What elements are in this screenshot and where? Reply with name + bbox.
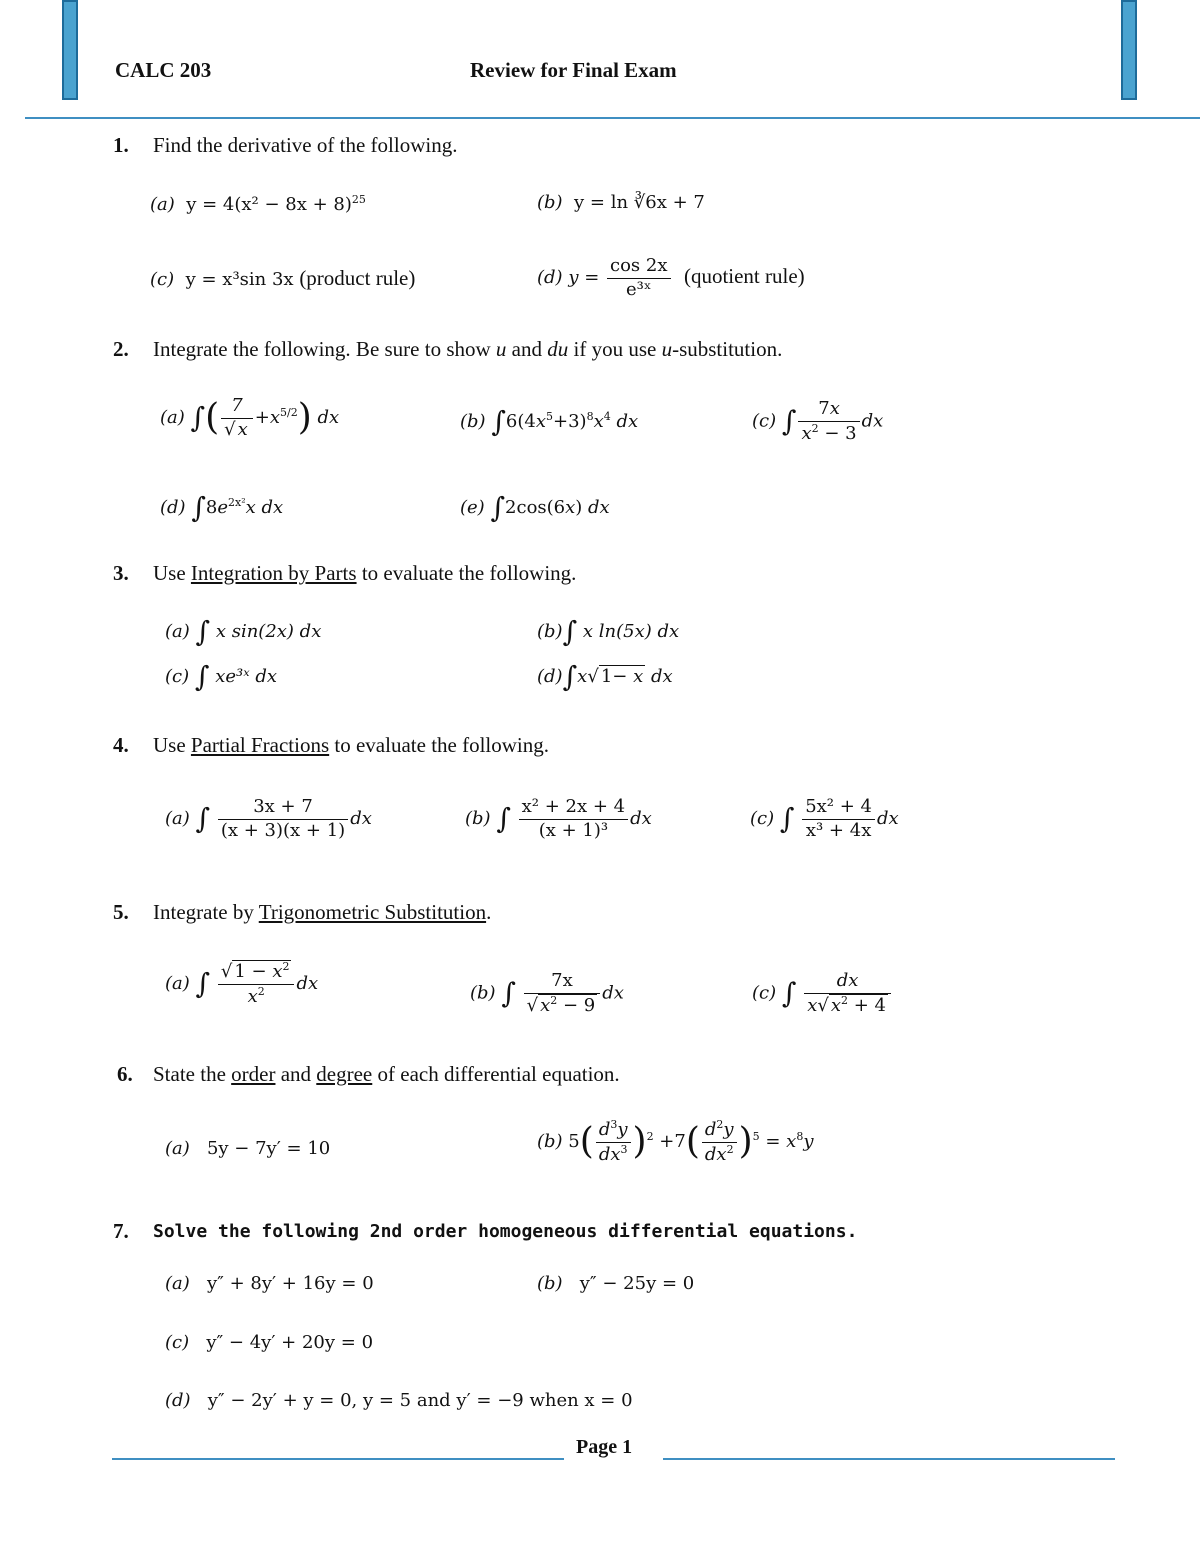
q1a: (a) $y = 4(x^2 - 8x + 8)^{25}$ bbox=[150, 193, 366, 215]
math-expression: 5y − 7y′ = 10 bbox=[206, 1138, 331, 1159]
part-label: (a) bbox=[165, 621, 190, 642]
math-expression: y = x³sin 3x bbox=[185, 269, 294, 290]
q2c: (c) ∫ $\frac{7x}{x^2 - 3}$ dx bbox=[752, 398, 884, 444]
part-label: (a) bbox=[165, 1138, 190, 1159]
part-label: (d) bbox=[537, 267, 563, 289]
fraction: $\frac{\cos 2x}{\text{e³ˣ}}$ bbox=[607, 255, 670, 301]
question-number: 6. bbox=[117, 1062, 133, 1086]
q6b: (b) 5( $\frac{d^3y}{dx^3}$ )$^2$ +7( $\frac{d^2y}{dx^2}$ )$^5 = x^8y$ bbox=[537, 1118, 814, 1165]
math-expression: y″ − 25y = 0 bbox=[579, 1273, 695, 1294]
part-label: (b) bbox=[470, 982, 496, 1004]
part-label: (d) bbox=[160, 497, 186, 518]
q4c: (c) ∫ $\frac{\text{5x² + 4}}{\text{x³ + 4x}}$ dx bbox=[750, 796, 899, 841]
q5a: (a) ∫ $\frac{√ 1 - x^2}{x^2}$ dx bbox=[165, 960, 319, 1007]
q7a bbox=[165, 1275, 374, 1293]
part-label: (b) bbox=[537, 621, 563, 642]
part-label: (a) bbox=[160, 407, 185, 429]
q2a: (a) ∫( $\frac{7}{√ x}$ $+x^{5/2}$) dx bbox=[160, 395, 340, 440]
question-number: 7. bbox=[113, 1219, 129, 1243]
q3a: (a) ∫ x sin(2x) dx bbox=[165, 615, 322, 648]
q1b bbox=[537, 194, 705, 212]
question-number: 4. bbox=[113, 733, 129, 757]
math-expression: xe³ˣ dx bbox=[215, 666, 278, 687]
question-text: Find the derivative of the following. bbox=[153, 133, 458, 157]
part-label: (b) bbox=[465, 808, 491, 830]
fraction: $\frac{3x + 7}{(x + 3)(x + 1)}$ bbox=[218, 796, 348, 842]
part-label: (a) bbox=[165, 973, 190, 995]
page-title: Review for Final Exam bbox=[470, 58, 677, 82]
q7d bbox=[165, 1392, 633, 1410]
footer-rule-right bbox=[663, 1458, 1115, 1460]
part-label: (c) bbox=[150, 269, 175, 290]
part-label: (c) bbox=[165, 666, 190, 687]
question-number: 1. bbox=[113, 133, 129, 157]
part-label: (b) bbox=[537, 1131, 563, 1153]
part-label: (d) bbox=[165, 1390, 191, 1411]
math-expression: y″ − 2y′ + y = 0, y = 5 and y′ = −9 when x = 0 bbox=[207, 1390, 633, 1411]
footer-rule-left bbox=[112, 1458, 564, 1460]
fraction: $\frac{\text{5x² + 4}}{\text{x³ + 4x}}$ bbox=[802, 796, 875, 842]
fraction: $\frac{\text{x² + 2x + 4}}{\text{(x + 1)³}}$ bbox=[519, 796, 628, 842]
part-label: (c) bbox=[752, 982, 777, 1004]
q1d: (d) y = $\frac{\cos 2x}{\text{e³ˣ}}$ (quotient rule) bbox=[537, 255, 805, 300]
part-label: (a) bbox=[150, 194, 175, 215]
q7c bbox=[165, 1334, 373, 1352]
question-number: 3. bbox=[113, 561, 129, 585]
q2e: (e) ∫2cos(6x) dx bbox=[460, 491, 610, 524]
question-text: Solve the following 2nd order homogeneous differential equations. bbox=[153, 1221, 858, 1242]
part-label: (b) bbox=[460, 411, 486, 432]
part-label: (e) bbox=[460, 497, 485, 518]
part-label: (c) bbox=[750, 808, 775, 830]
hint-text: (quotient rule) bbox=[683, 264, 805, 289]
question-number: 2. bbox=[113, 337, 129, 361]
hint-text: (product rule) bbox=[299, 266, 416, 290]
part-label: (b) bbox=[537, 1273, 563, 1294]
q1c bbox=[150, 268, 415, 289]
math-expression: x ln(5x) dx bbox=[582, 621, 680, 642]
q2d: (d) $\int 8e^{2x^2}x$ dx bbox=[160, 491, 284, 524]
q4a: (a) ∫ $\frac{3x + 7}{(x + 3)(x + 1)}$ dx bbox=[165, 796, 372, 841]
math-expression: y = ln ∛6x + 7 bbox=[574, 192, 705, 213]
header-rule bbox=[25, 117, 1200, 119]
q5c: (c) ∫ $\frac{dx}{x√ x^2 + 4}$ bbox=[752, 970, 893, 1017]
q3b: (b)∫ x ln(5x) dx bbox=[537, 615, 680, 648]
q7b bbox=[537, 1275, 694, 1293]
q2b: (b) $\int 6(4x^5+3)^8x^4$ dx bbox=[460, 405, 639, 438]
math-expression: y = 4(x² − 8x + 8) bbox=[186, 194, 352, 215]
page-number: Page 1 bbox=[576, 1436, 633, 1458]
part-label: (a) bbox=[165, 808, 190, 830]
math-expression: y″ − 4y′ + 20y = 0 bbox=[206, 1332, 374, 1353]
math-expression: y″ + 8y′ + 16y = 0 bbox=[206, 1273, 374, 1294]
q4b: (b) ∫ $\frac{\text{x² + 2x + 4}}{\text{(x + 1)³}}$ dx bbox=[465, 796, 652, 841]
part-label: (b) bbox=[537, 192, 563, 213]
course-name: CALC 203 bbox=[115, 58, 212, 82]
right-accent-bar bbox=[1121, 0, 1137, 100]
q6a bbox=[165, 1140, 330, 1158]
part-label: (c) bbox=[165, 1332, 190, 1353]
part-label: (c) bbox=[752, 410, 777, 432]
left-accent-bar bbox=[62, 0, 78, 100]
question-number: 5. bbox=[113, 900, 129, 924]
part-label: (d) bbox=[537, 666, 563, 687]
q3d: (d)∫x√ 1− x dx bbox=[537, 660, 673, 693]
q5b: (b) ∫ $\frac{7x}{√ x^2 - 9}$ dx bbox=[470, 970, 624, 1016]
math-expression: x sin(2x) dx bbox=[215, 621, 322, 642]
q3c: (c) ∫ xe³ˣ dx bbox=[165, 660, 278, 693]
part-label: (a) bbox=[165, 1273, 190, 1294]
